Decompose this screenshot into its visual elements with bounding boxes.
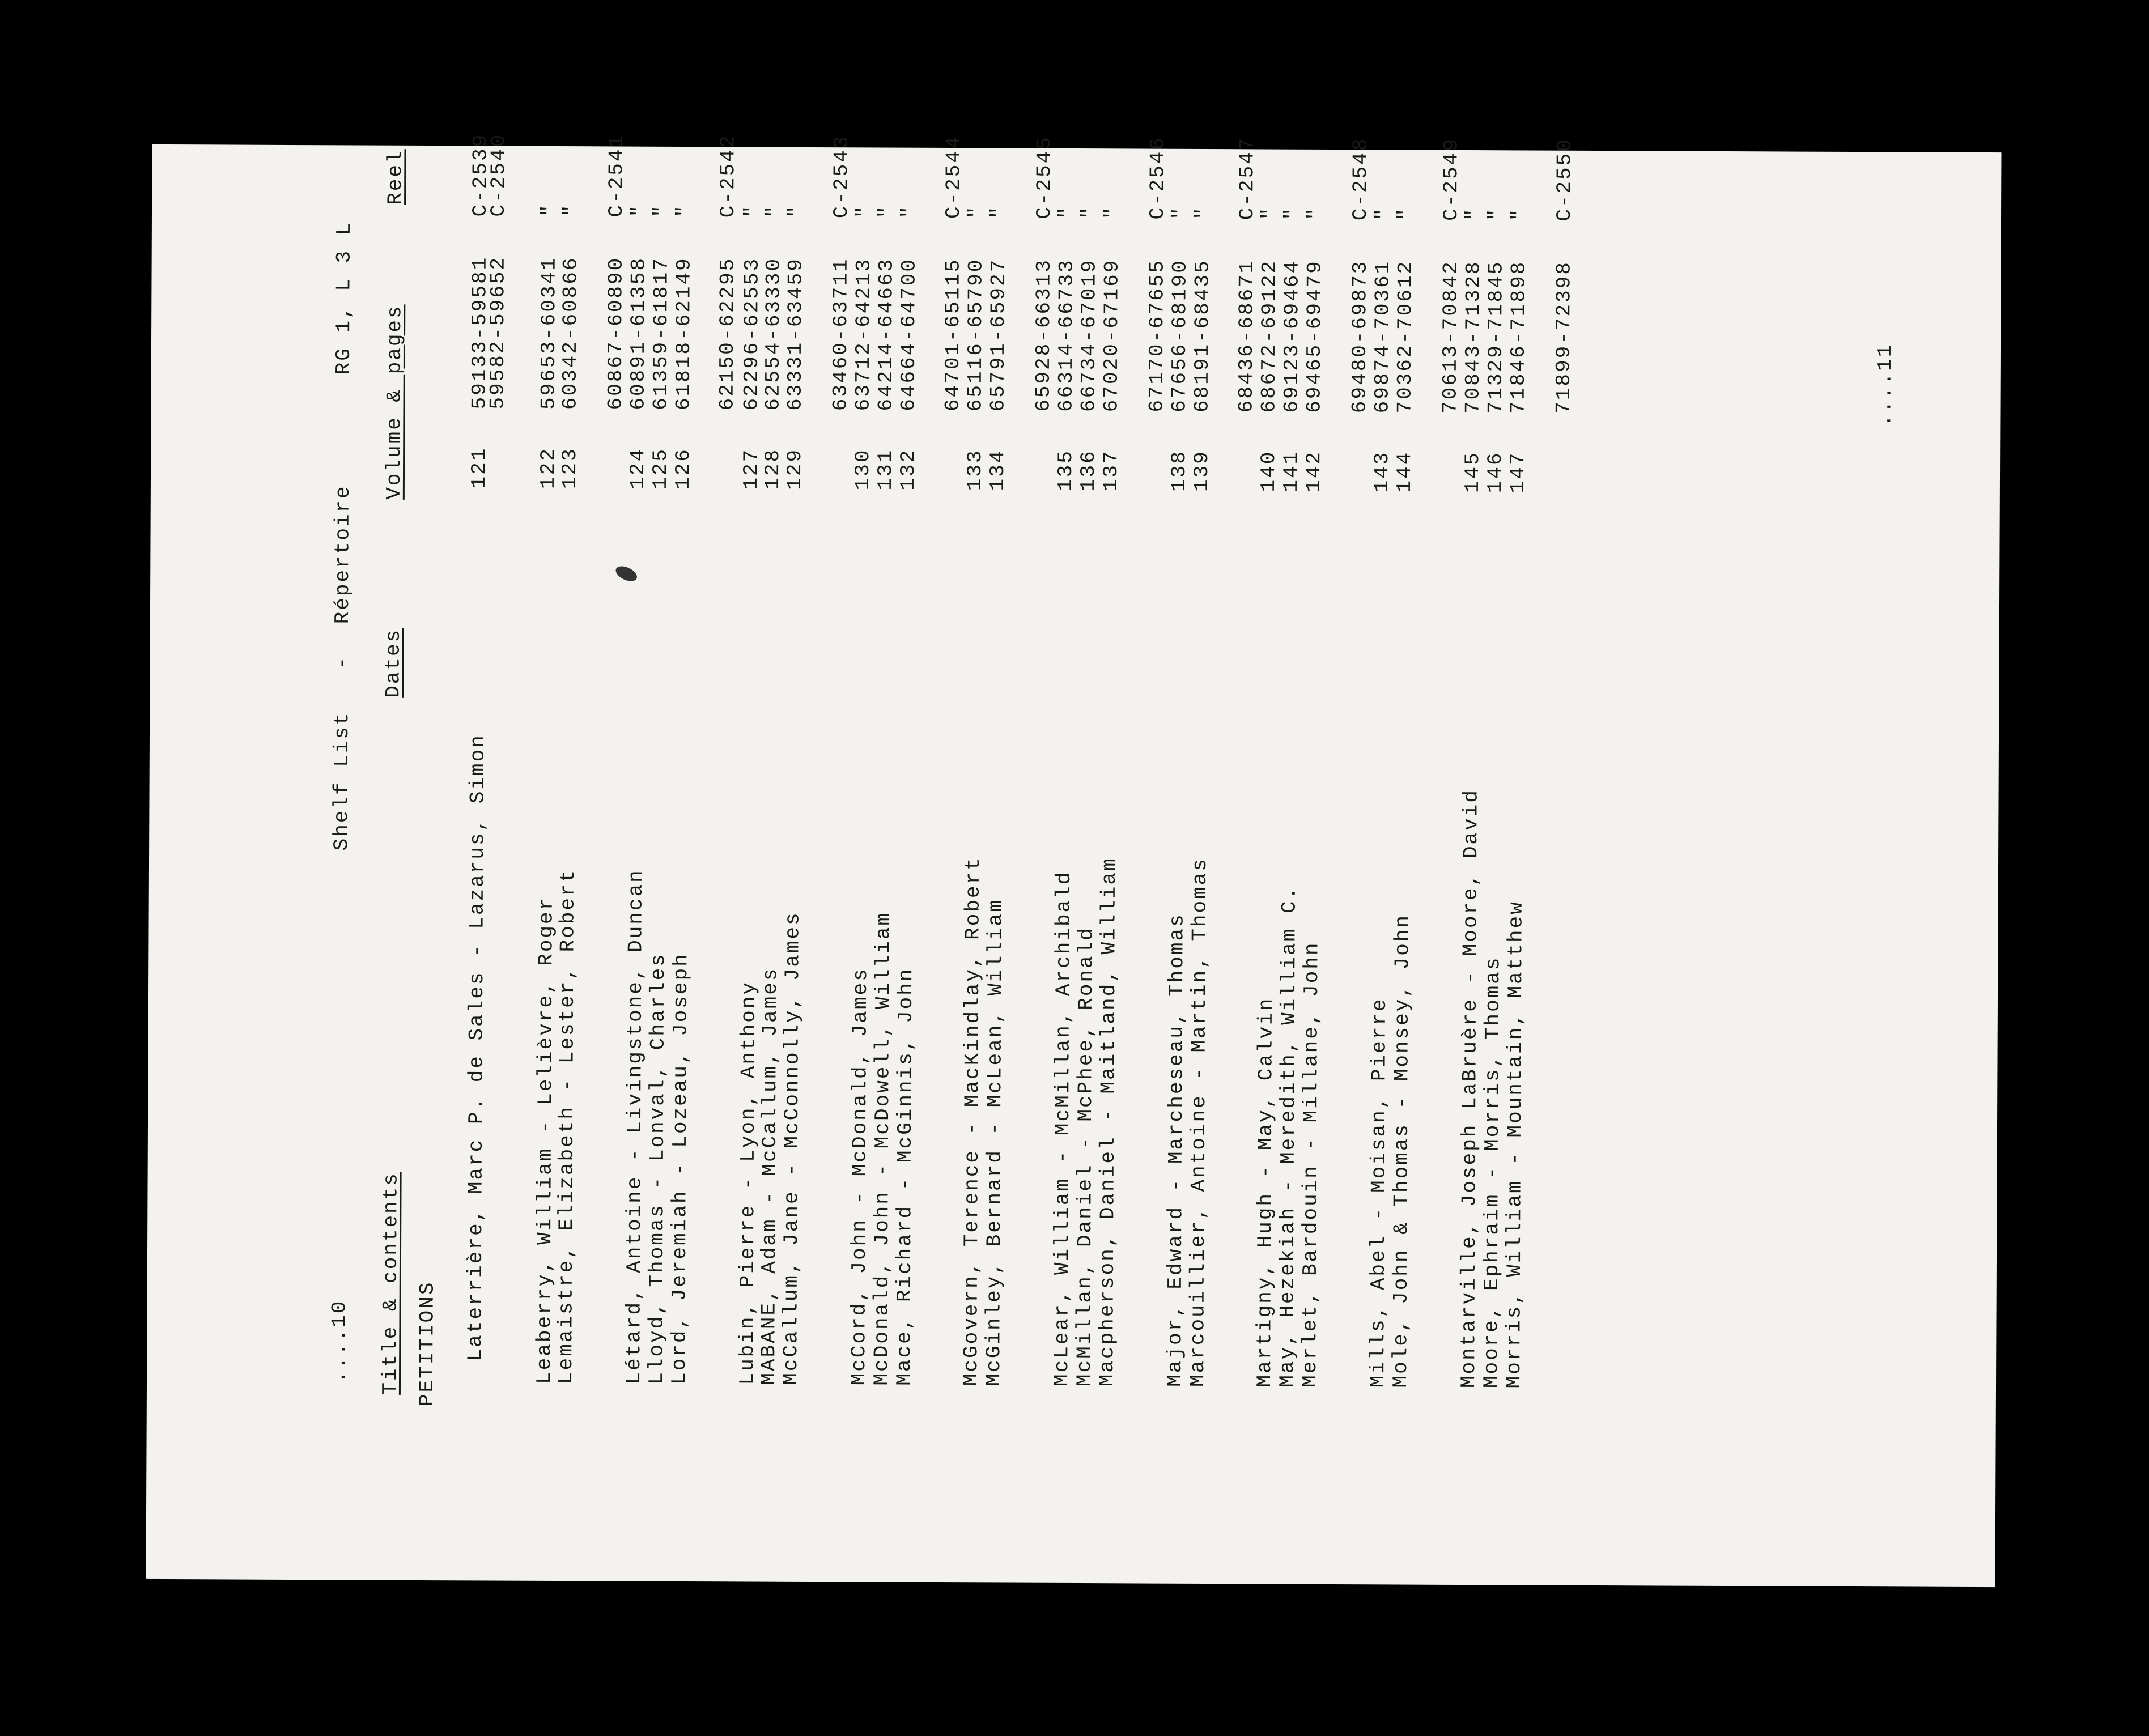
row-pages: 59133-59581 [468,256,492,410]
column-header-dates: Dates [381,628,405,698]
row-volume: 142 [1302,450,1326,492]
row-volume: 147 [1506,451,1530,493]
row-reel: " [537,203,562,218]
row-title: Mills, Abel - Moisan, Pierre [1366,997,1391,1388]
row-volume: 139 [1190,450,1214,492]
row-reel: " [784,204,808,218]
row-title: Major, Edward - Marcheseau, Thomas [1163,913,1189,1387]
row-volume: 134 [986,449,1010,491]
row-pages: 59653-60341 [537,256,561,410]
row-volume: 129 [783,448,807,490]
row-title: MABANE, Adam - McCallum, James [757,967,783,1385]
row-pages: 69123-69464 [1280,259,1304,413]
row-pages: 70362-70612 [1393,259,1417,414]
row-volume: 130 [851,448,875,491]
row-pages: 66734-67019 [1077,258,1101,412]
row-reel: " [627,203,651,218]
row-reel: " [1168,206,1192,220]
row-pages: 71329-71845 [1484,260,1508,414]
row-reel: " [1303,206,1327,220]
row-reel: " [1077,205,1102,220]
row-title: McLear, William - McMillan, Archibald [1050,870,1076,1387]
row-title: Morris, William - Mountain, Matthew [1502,900,1528,1389]
row-reel: C-2547 [1235,136,1259,220]
row-reel: " [1280,206,1305,220]
row-reel: " [1100,205,1124,220]
row-title: Montarville, Joseph LaBruère - Moore, David [1456,789,1483,1389]
row-pages: 64664-64700 [897,257,921,411]
row-title: May, Hezekiah - Meredith, William C. [1275,885,1301,1388]
row-reel: " [649,203,674,218]
row-reel: " [897,205,921,219]
row-title: Leaberry, William - Lelièvre, Roger [532,896,558,1385]
row-volume: 135 [1054,449,1078,492]
row-volume: 146 [1483,451,1507,493]
row-reel: " [559,203,583,218]
row-volume: 144 [1392,450,1417,493]
row-title: Martigny, Hugh - May, Calvin [1252,997,1278,1388]
row-title: Marcouillier, Antoine - Martin, Thomas [1186,857,1212,1388]
row-title: McMillan, Daniel - McPhee, Ronald [1072,926,1098,1387]
row-reel: " [1371,206,1395,221]
row-reel: " [762,203,786,218]
row-title: McCallum, Jane - McConnolly, James [779,911,805,1385]
header-repertoire: Répertoire [330,484,355,624]
row-reel: C-2539 [468,133,492,217]
row-pages: 62150-62295 [715,257,740,411]
row-pages: 60342-60866 [558,256,583,410]
row-pages: 61818-62149 [672,257,696,411]
row-pages: 63331-63459 [783,257,808,411]
row-reel: " [987,205,1011,219]
row-pages: 60891-61358 [626,256,651,410]
row-volume: 124 [626,447,650,490]
row-title: Mole, John & Thomas - Monsey, John [1388,913,1415,1388]
row-volume: 140 [1256,450,1281,492]
row-pages: 62296-62553 [740,257,764,411]
row-pages: 63712-64213 [851,257,876,411]
row-pages: 69465-69479 [1302,259,1327,413]
row-title: McGovern, Terence - MacKindlay, Robert [959,856,986,1386]
row-volume: 138 [1167,449,1191,492]
row-reel: " [852,204,876,219]
row-reel: " [1191,206,1215,220]
row-title: Létard, Antoine - Livingstone, Duncan [622,869,648,1385]
header-shelf-list: Shelf List [330,711,354,851]
row-reel: C-2546 [1145,135,1170,220]
row-pages: 60867-60890 [604,256,628,410]
row-volume: 141 [1279,450,1303,492]
section-heading: PETITIONS [415,1280,439,1407]
row-reel: C-2542 [716,134,740,218]
row-pages: 71899-72398 [1552,261,1576,414]
row-title: Laterrière, Marc P. de Sales - Lazarus, Simon [464,734,490,1361]
header-record-group: RG 1, L 3 L [332,221,356,375]
document-page [146,133,2001,1587]
row-reel: " [1394,206,1418,221]
row-reel: C-2540 [486,133,511,217]
row-title: Mace, Richard - McGinnis, John [892,967,918,1386]
row-reel: C-2548 [1348,137,1373,221]
row-volume: 125 [648,447,673,490]
row-pages: 69480-69873 [1348,259,1372,414]
row-title: Lubin, Pierre - Lyon, Anthony [735,980,761,1385]
row-title: McCord, John - McDonald, James [847,967,873,1386]
row-pages: 70613-70842 [1438,260,1463,414]
row-reel: " [1462,207,1486,222]
row-reel: " [740,203,765,218]
row-pages: 61359-61817 [649,257,673,410]
row-volume: 145 [1460,451,1485,493]
row-pages: 68191-68435 [1190,259,1214,413]
row-volume: 122 [536,447,560,490]
row-pages: 67656-68190 [1167,259,1192,412]
row-reel: C-2541 [604,133,628,218]
row-title: McGinley, Bernard - McLean, William [982,898,1008,1386]
row-reel: " [1055,205,1079,220]
row-pages: 67020-67169 [1099,258,1124,412]
row-reel: " [1484,207,1509,222]
column-header-reel: Reel [384,149,407,205]
row-reel: C-2545 [1032,135,1056,219]
row-reel: " [874,204,899,219]
row-pages: 69874-70361 [1370,259,1395,414]
ink-blot [613,563,639,584]
row-title: Macpherson, Daniel - Maitland, William [1095,857,1122,1387]
row-pages: 63460-63711 [829,257,853,411]
row-title: Lord, Jeremiah - Lozeau, Joseph [667,952,693,1385]
row-volume: 133 [963,449,987,491]
row-pages: 65116-65790 [963,258,988,412]
row-volume: 128 [761,448,785,490]
row-volume: 136 [1076,449,1101,492]
column-header-volume: Volume & pages [382,304,407,500]
row-volume: 123 [558,447,582,490]
row-volume: 131 [873,448,898,491]
row-reel: C-2550 [1552,138,1577,222]
row-reel: C-2543 [829,134,853,219]
row-volume: 143 [1370,450,1394,493]
row-pages: 65928-66313 [1031,258,1056,412]
row-title: McDonald, John - McDowell, William [869,911,895,1386]
row-pages: 70843-71328 [1461,260,1485,414]
row-pages: 64214-64663 [874,257,898,411]
row-reel: " [1258,206,1282,220]
row-pages: 68672-69122 [1257,259,1281,413]
page-number-bottom: ....11 [1873,343,1897,427]
row-reel: " [672,203,696,218]
row-volume: 137 [1099,449,1123,492]
rotated-sheet [317,125,2125,1414]
row-volume: 127 [739,448,763,490]
row-pages: 67170-67655 [1145,258,1169,412]
row-pages: 66314-66733 [1054,258,1078,412]
row-title: Moore, Ephraim - Morris, Thomas [1479,956,1505,1389]
row-volume: 121 [467,446,491,489]
row-volume: 132 [896,448,920,491]
row-volume: 126 [671,448,695,490]
row-pages: 65791-65927 [986,258,1010,412]
row-reel: C-2549 [1439,137,1463,221]
column-header-title: Title & contents [378,1172,403,1395]
row-title: Merlet, Bardouin - Millane, John [1298,941,1324,1388]
row-reel: " [964,205,988,219]
row-reel: " [1507,207,1531,222]
row-pages: 64701-65115 [941,258,965,412]
row-reel: C-2544 [941,135,966,219]
header-separator: - [330,655,354,670]
row-pages: 62554-63330 [761,257,785,411]
row-title: Lloyd, Thomas - Lonval, Charles [644,952,670,1385]
row-pages: 68436-68671 [1234,259,1259,413]
row-pages: 71846-71898 [1506,260,1531,414]
page-number-top: ....10 [328,1299,351,1384]
row-title: Lemaistre, Elizabeth - Lester, Robert [554,868,580,1385]
row-pages: 59582-59652 [486,256,510,410]
